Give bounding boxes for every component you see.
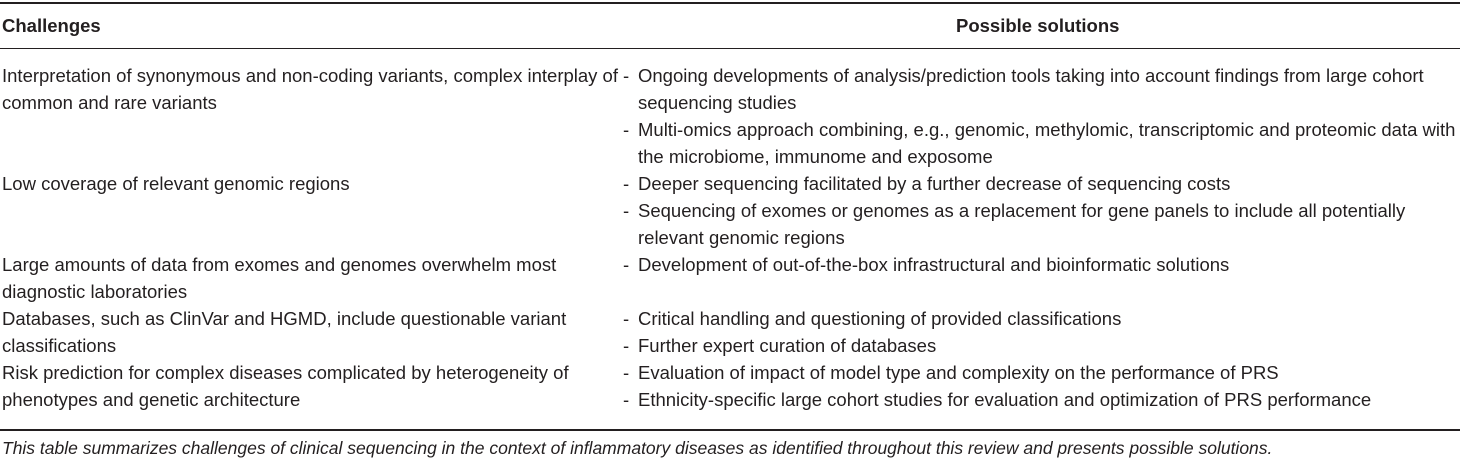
table-top-rule	[0, 2, 1460, 4]
solution-item	[623, 62, 1458, 116]
solutions-cell	[623, 359, 1458, 413]
solution-text: Sequencing of exomes or genomes as a replacement for gene panels to include all potentially relevant genomic regions	[638, 200, 1406, 248]
table-footnote: This table summarizes challenges of clinical sequencing in the context of inflammatory diseases as identified throughout this review and presents possible solutions.	[2, 438, 1273, 458]
solution-text: Development of out-of-the-box infrastructural and bioinformatic solutions	[638, 254, 1230, 275]
table-row	[0, 170, 1460, 251]
solution-item	[623, 305, 1458, 332]
solutions-cell	[623, 170, 1458, 251]
dash-bullet: -	[623, 389, 630, 410]
dash-bullet: -	[623, 254, 630, 275]
solution-text: Ongoing developments of analysis/prediction tools taking into account findings from large cohort sequencing studies	[638, 65, 1424, 113]
solution-item	[623, 197, 1458, 251]
solution-item	[623, 359, 1458, 386]
solution-item	[623, 332, 1458, 359]
header-possible-solutions: Possible solutions	[956, 15, 1120, 36]
dash-bullet: -	[623, 200, 630, 221]
dash-bullet: -	[623, 65, 630, 86]
challenge-cell: Low coverage of relevant genomic regions	[2, 173, 350, 194]
solution-text: Critical handling and questioning of provided classifications	[638, 308, 1122, 329]
header-challenges: Challenges	[2, 15, 101, 36]
solutions-cell	[623, 62, 1458, 170]
solution-text: Multi-omics approach combining, e.g., genomic, methylomic, transcriptomic and proteomic data with the microbiome, immunome and exposome	[638, 119, 1456, 167]
solution-item	[623, 386, 1458, 413]
solution-text: Further expert curation of databases	[638, 335, 937, 356]
solutions-cell	[623, 305, 1458, 359]
table-bottom-rule	[0, 429, 1460, 431]
table-row	[0, 62, 1460, 170]
table-header-rule	[0, 48, 1460, 49]
dash-bullet: -	[623, 173, 630, 194]
dash-bullet: -	[623, 308, 630, 329]
solution-text: Evaluation of impact of model type and complexity on the performance of PRS	[638, 362, 1279, 383]
dash-bullet: -	[623, 335, 630, 356]
challenge-cell: Interpretation of synonymous and non-coding variants, complex interplay of common and rare variants	[2, 65, 618, 113]
table-row	[0, 359, 1460, 413]
dash-bullet: -	[623, 362, 630, 383]
solution-item	[623, 116, 1458, 170]
challenge-cell: Large amounts of data from exomes and genomes overwhelm most diagnostic laboratories	[2, 254, 557, 302]
table-row	[0, 305, 1460, 359]
solution-item	[623, 251, 1458, 278]
dash-bullet: -	[623, 119, 630, 140]
solution-text: Deeper sequencing facilitated by a further decrease of sequencing costs	[638, 173, 1231, 194]
solution-text: Ethnicity-specific large cohort studies for evaluation and optimization of PRS performance	[638, 389, 1372, 410]
challenge-cell: Databases, such as ClinVar and HGMD, include questionable variant classifications	[2, 308, 567, 356]
challenge-cell: Risk prediction for complex diseases complicated by heterogeneity of phenotypes and genetic architecture	[2, 362, 569, 410]
table-row	[0, 251, 1460, 305]
table-body	[0, 62, 1460, 413]
solution-item	[623, 170, 1458, 197]
solutions-cell	[623, 251, 1458, 305]
